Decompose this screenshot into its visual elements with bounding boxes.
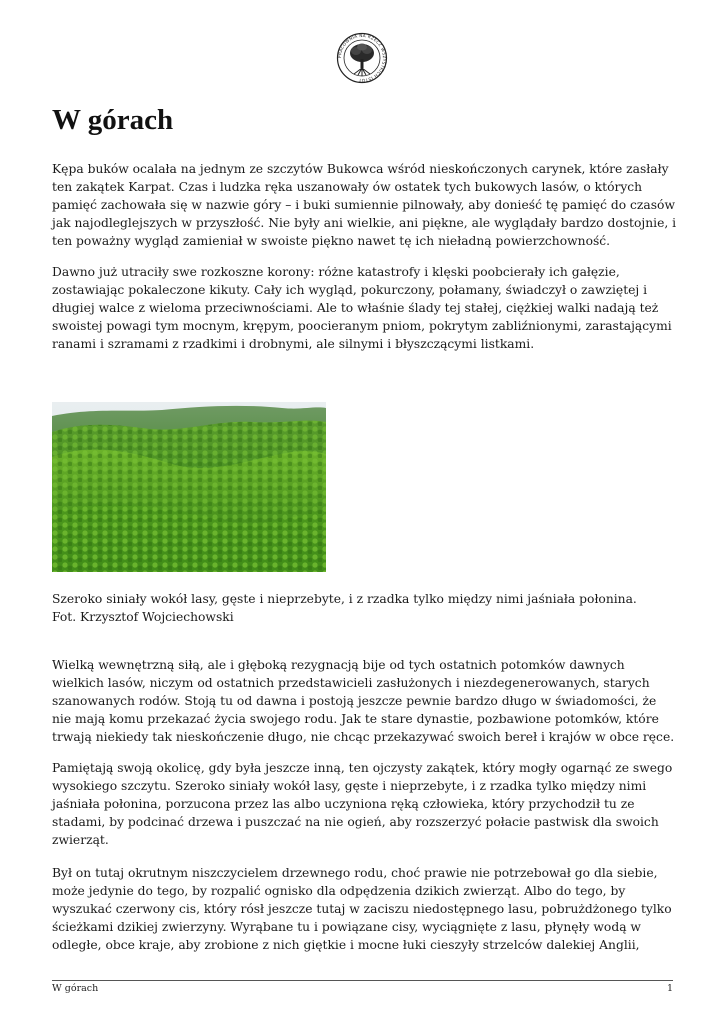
page-number: 1 (666, 983, 673, 994)
forest-hills-photo (52, 402, 326, 572)
tree-emblem-icon (336, 32, 388, 84)
paragraph: Wielką wewnętrzną siłą, ale i głęboką rezygnacją bije od tych ostatnich potomków dawnych wielkich lasów, niczym od ostatnich przedstawicieli zasłużonych i niezdegenerowanych, starych szanowanych rodów. Stoją tu od dawna i postoją jeszcze pewnie bardzo długo w świadomości, że nie mają komu przekazać życia swojego rodu. Jak te stare dynastie, pozbawione potomków, które trwają niekiedy tak nieskończenie długo, nie chcąc przekazywać swoich bereł i krajów w obce ręce. (52, 658, 675, 744)
paragraph: Pamiętają swoją okolicę, gdy była jeszcze inną, ten ojczysty zakątek, który mogły ogarnąć ze swego wysokiego szczytu. Szeroko siniały wokół lasy, gęste i nieprzebyte, i z rzadka tylko między nimi jaśniała połonina, porzucona przez las albo uczyniona ręką człowieka, który przychodził tu ze stadami, by podcinać drzewa i puszczać na nie ogień, aby rozszerzyć połacie pastwisk dla swoich zwierząt. (52, 761, 673, 847)
page-title: W górach (52, 104, 174, 136)
footer-divider (52, 980, 673, 981)
paragraph: Dawno już utraciły swe rozkoszne korony: różne katastrofy i klęski poobcierały ich gałęzie, zostawiając pokaleczone kikuty. Cały ich wygląd, pokurczony, połamany, świadczył o zawziętej i długiej walce z wieloma przeciwnościami. Ale to właśnie ślady tej stałej, ciężkiej walki nadają też swoistej powagi tym mocnym, krępym, poocieranym pniom, pokrytym zabliźnionymi, zarastającymi ranami i szramami z rzadkimi i drobnymi, ale silnymi i błyszczącymi listkami. (52, 265, 672, 351)
logo-emblem (336, 32, 388, 84)
photo-credit: Fot. Krzysztof Wojciechowski (52, 610, 234, 624)
forest-photo (52, 402, 326, 572)
paragraph: Kępa buków ocalała na jednym ze szczytów Bukowca wśród nieskończonych carynek, które zasłały ten zakątek Karpat. Czas i ludzka ręka uszanowały ów ostatek tych bukowych lasów, o których pamięć zachowała się w nazwie góry – i buki sumiennie pilnowały, aby donieść tę pamięć do czasów jak najodleglejszych w przyszłość. Nie były ani wielkie, ani piękne, ale wyglądały bardzo dostojnie, i ten poważny wygląd zamieniał w swoiste piękno nawet tę ich nieładną powierzchowność. (52, 162, 677, 248)
photo-caption: Szeroko siniały wokół lasy, gęste i nieprzebyte, i z rzadka tylko między nimi jaśniała połonina. (52, 592, 637, 606)
footer-title: W górach (52, 983, 99, 994)
logo-seal-text: PRACOWNIA NA RZECZ WSZYSTKICH ISTOT (336, 32, 388, 84)
paragraph: Był on tutaj okrutnym niszczycielem drzewnego rodu, choć prawie nie potrzebował go dla siebie, może jedynie do tego, by rozpalić ognisko dla odpędzenia dzikich zwierząt. Albo do tego, by wyszukać czerwony cis, który rósł jeszcze tutaj w zaciszu niedostępnego lasu, pobrużdżonego tylko ścieżkami dzikiej zwierzyny. Wyrąbane tu i powiązane cisy, wyciągnięte z lasu, płynęły wodą w odległe, obce kraje, aby zrobione z nich giętkie i mocne łuki cieszyły strzelców dalekiej Anglii, (52, 866, 672, 952)
